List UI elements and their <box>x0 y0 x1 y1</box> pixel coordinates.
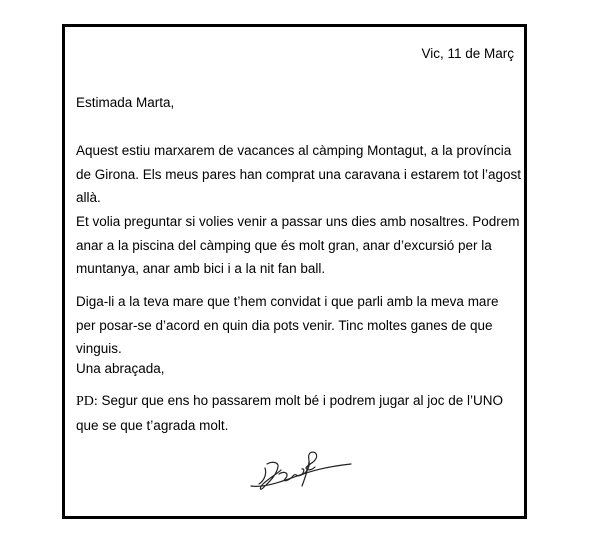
postscript <box>76 389 521 437</box>
paragraph-3: Diga-li a la teva mare que t’hem convidat i que parli amb la meva mare per posar-se d’acord en quin dia pots venir. Tinc moltes ganes de que vinguis. <box>76 294 499 356</box>
paragraph-2: Et volia preguntar si volies venir a passar uns dies amb nosaltres. Podrem anar a la piscina del càmping que és molt gran, anar d’excursió per la muntanya, anar amb bici i a la nit fan ball. <box>76 214 520 276</box>
paragraph-1: Aquest estiu marxarem de vacances al càmping Montagut, a la província de Girona. Els meus pares han comprat una caravana i estarem tot l’agost allà. <box>76 143 521 205</box>
postscript-text: Segur que ens ho passarem molt bé i podrem jugar al joc de l’UNO que se que t’agrada molt. <box>76 393 504 433</box>
letter-frame <box>62 24 527 519</box>
letter-closing: Una abraçada, <box>76 361 165 376</box>
postscript-label: PD: <box>76 394 98 409</box>
handwritten-signature <box>245 448 355 498</box>
letter-greeting: Estimada Marta, <box>76 95 175 110</box>
letter-date: Vic, 11 de Març <box>421 46 514 61</box>
